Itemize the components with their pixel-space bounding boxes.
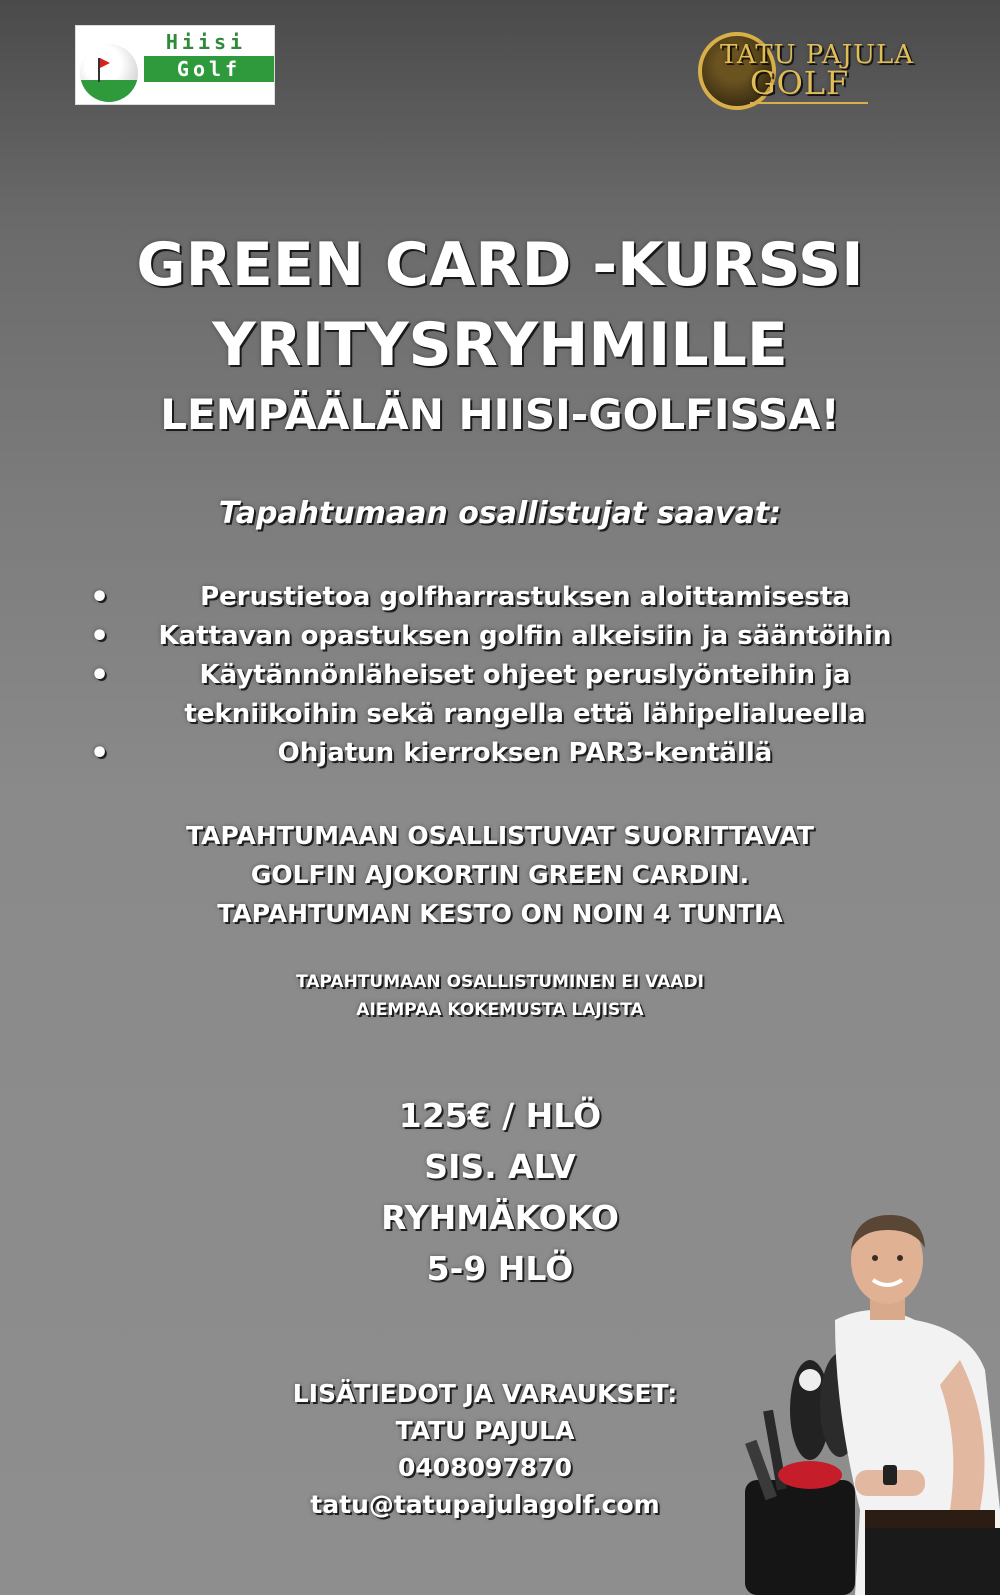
headline-line-1: GREEN CARD -KURSSI	[136, 230, 864, 300]
list-item-text: Perustietoa golfharrastuksen aloittamisesta	[200, 582, 850, 612]
group-size-label: RYHMÄKOKO	[381, 1198, 619, 1237]
list-item	[90, 617, 920, 656]
contact-name: TATU PAJULA	[395, 1416, 575, 1445]
tatu-logo-underline	[750, 102, 868, 104]
list-item	[90, 656, 920, 734]
list-item-text-continued: tekniikoihin sekä rangella että lähipelialueella	[184, 699, 866, 729]
statement-line: TAPAHTUMAN KESTO ON NOIN 4 TUNTIA	[217, 899, 783, 928]
experience-note	[0, 968, 1000, 1024]
contact-email: tatu@tatupajulagolf.com	[310, 1490, 660, 1519]
note-line: AIEMPAA KOKEMUSTA LAJISTA	[356, 1000, 644, 1020]
vat-info: SIS. ALV	[424, 1147, 576, 1186]
list-item	[90, 734, 920, 773]
hiisi-golf-logo	[75, 25, 275, 105]
tatu-logo-text-top: TATU PAJULA	[720, 40, 915, 70]
list-item-text: Ohjatun kierroksen PAR3-kentällä	[277, 738, 773, 768]
hiisi-logo-text-top: Hiisi	[165, 30, 247, 54]
contact-phone: 0408097870	[398, 1453, 572, 1482]
price-per-person: 125€ / HLÖ	[398, 1096, 602, 1135]
golfer-photo	[715, 1210, 1000, 1595]
tatu-pajula-golf-logo	[690, 20, 915, 120]
tatu-logo-text-bottom: GOLF	[750, 64, 850, 102]
hiisi-logo-text-bottom: Golf	[144, 56, 274, 82]
contact-heading: LISÄTIEDOT JA VARAUKSET:	[292, 1379, 678, 1408]
course-statement	[0, 816, 1000, 933]
golf-ball-flag-icon	[80, 44, 138, 102]
golf-bag	[745, 1480, 855, 1595]
statement-line: GOLFIN AJOKORTIN GREEN CARDIN.	[250, 860, 750, 889]
group-size-value: 5-9 HLÖ	[426, 1249, 574, 1288]
red-head-cover	[778, 1461, 842, 1489]
intro-text: Tapahtumaan osallistujat saavat:	[218, 496, 782, 531]
headline-line-2: YRITYSRYHMILLE	[212, 310, 788, 380]
note-line: TAPAHTUMAAN OSALLISTUMINEN EI VAADI	[296, 972, 704, 992]
benefits-list	[90, 578, 920, 773]
list-item-text: Käytännönläheiset ohjeet peruslyönteihin ja	[199, 660, 851, 690]
list-item-text: Kattavan opastuksen golfin alkeisiin ja sääntöihin	[158, 621, 892, 651]
headline-line-3: LEMPÄÄLÄN HIISI-GOLFISSA!	[160, 390, 840, 439]
statement-line: TAPAHTUMAAN OSALLISTUVAT SUORITTAVAT	[186, 821, 814, 850]
list-item	[90, 578, 920, 617]
